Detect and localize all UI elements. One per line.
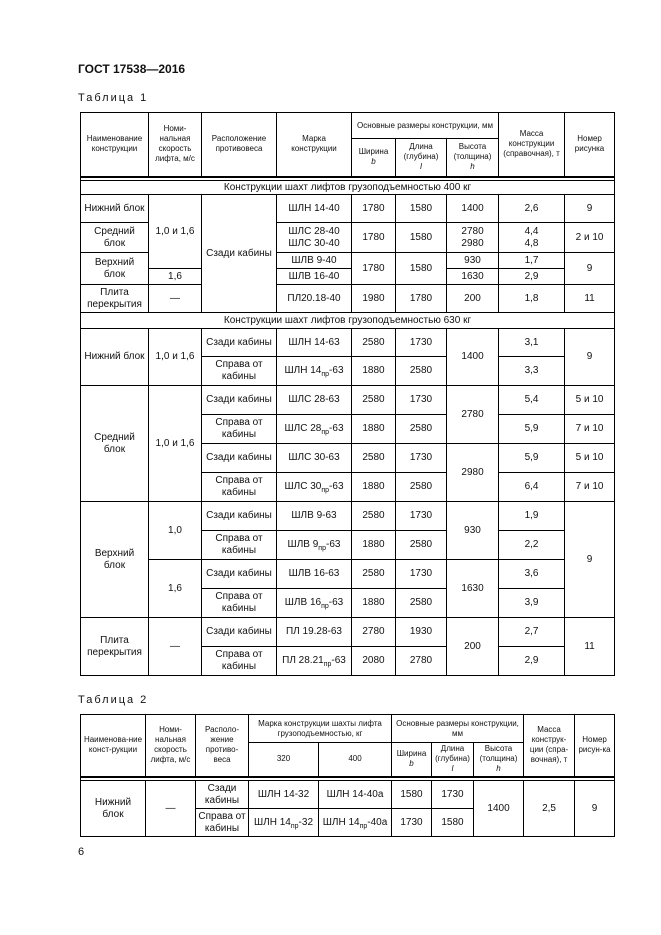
col-header-capacity-320: 320 xyxy=(249,743,319,777)
location-cell: Справа от кабины xyxy=(202,647,277,676)
location-cell: Справа от кабины xyxy=(202,589,277,618)
length-cell: 2580 xyxy=(396,589,447,618)
speed-cell: — xyxy=(149,285,202,313)
width-cell: 1880 xyxy=(352,473,396,502)
speed-cell: 1,0 xyxy=(149,502,202,560)
width-cell: 2580 xyxy=(352,386,396,415)
mark-cell: ШЛС 30-63 xyxy=(277,444,352,473)
figure-cell: 9 xyxy=(575,781,615,837)
mass-cell: 1,8 xyxy=(499,285,565,313)
mark-suffix: -63 xyxy=(329,423,344,434)
mass-cell: 2,9 xyxy=(499,269,565,285)
col-header-mark: Марка конструкции xyxy=(277,113,352,177)
length-cell: 1730 xyxy=(396,502,447,531)
mass-cell: 5,4 xyxy=(499,386,565,415)
mark-text: ШЛН 14 xyxy=(254,816,291,828)
length-label: Длина (глубина) xyxy=(403,142,439,162)
location-cell: Сзади кабины xyxy=(202,386,277,415)
mark-text: ШЛС 28 xyxy=(284,423,322,434)
figure-cell: 9 xyxy=(565,195,615,223)
mark-subscript: пр xyxy=(321,371,330,378)
figure-cell: 7 и 10 xyxy=(565,473,615,502)
location-cell: Справа от кабины xyxy=(202,415,277,444)
mark-cell: ШЛВ 9-40 xyxy=(277,253,352,269)
height-cell: 2980 xyxy=(447,444,499,502)
figure-cell: 9 xyxy=(565,329,615,386)
height-cell xyxy=(447,223,499,253)
mass-cell: 1,9 xyxy=(499,502,565,531)
height-cell: 1400 xyxy=(447,329,499,386)
width-cell: 1780 xyxy=(352,223,396,253)
speed-cell: 1,0 и 1,6 xyxy=(149,386,202,502)
location-cell: Сзади кабины xyxy=(202,560,277,589)
row-name-lower: Нижний блок xyxy=(81,329,149,386)
length-cell: 2580 xyxy=(396,473,447,502)
figure-cell: 11 xyxy=(565,285,615,313)
section-title-630: Конструкции шахт лифтов грузоподъемностью 630 кг xyxy=(81,313,615,329)
width-cell: 1880 xyxy=(352,589,396,618)
col-header-mark: Марка конструкции шахты лифта грузоподъемностью, кг xyxy=(249,715,392,743)
mass-cell: 5,9 xyxy=(499,415,565,444)
figure-cell: 11 xyxy=(565,618,615,676)
row-name-plate: Плита перекрытия xyxy=(81,285,149,313)
mark-cell: ШЛН 14-63 xyxy=(277,329,352,357)
mass-line: 4,8 xyxy=(524,237,539,249)
col-header-height xyxy=(447,139,499,177)
length-cell: 1580 xyxy=(396,253,447,285)
length-cell: 1730 xyxy=(396,386,447,415)
mark-cell: ШЛВ 16-40 xyxy=(277,269,352,285)
mark-320-cell: ШЛН 14-32 xyxy=(249,781,319,809)
height-symbol: h xyxy=(470,162,475,172)
width-cell: 1780 xyxy=(352,195,396,223)
mark-cell xyxy=(277,223,352,253)
mass-cell xyxy=(499,223,565,253)
length-cell: 1730 xyxy=(396,329,447,357)
figure-cell: 2 и 10 xyxy=(565,223,615,253)
mass-cell: 2,6 xyxy=(499,195,565,223)
width-cell: 2580 xyxy=(352,444,396,473)
row-name-upper: Верхний блок xyxy=(81,502,149,618)
length-cell: 2580 xyxy=(396,415,447,444)
mass-line: 4,4 xyxy=(524,225,539,237)
row-name-upper: Верхний блок xyxy=(81,253,149,285)
mark-cell xyxy=(277,357,352,386)
mark-cell xyxy=(277,647,352,676)
speed-cell: — xyxy=(149,618,202,676)
speed-cell: 1,6 xyxy=(149,560,202,618)
figure-cell: 9 xyxy=(565,502,615,618)
location-cell: Справа от кабины xyxy=(196,809,249,837)
length-cell: 1730 xyxy=(396,444,447,473)
row-name-lower: Нижний блок xyxy=(81,781,146,837)
location-cell: Справа от кабины xyxy=(202,531,277,560)
mark-text: ШЛВ 9 xyxy=(287,539,319,550)
speed-cell: — xyxy=(146,781,196,837)
page-number: 6 xyxy=(78,846,85,858)
mark-suffix: -63 xyxy=(328,597,344,608)
width-cell: 2080 xyxy=(352,647,396,676)
mass-cell: 2,9 xyxy=(499,647,565,676)
mark-cell: ШЛВ 16-63 xyxy=(277,560,352,589)
mark-text: ПЛ 28.21 xyxy=(282,655,324,666)
figure-cell: 7 и 10 xyxy=(565,415,615,444)
mark-subscript: пр xyxy=(321,603,329,610)
col-header-speed: Номи-нальная скорость лифта, м/с xyxy=(146,715,196,777)
location-cell: Сзади кабины xyxy=(202,195,277,313)
speed-cell: 1,0 и 1,6 xyxy=(149,329,202,386)
mark-cell xyxy=(277,415,352,444)
row-name-plate: Плита перекрытия xyxy=(81,618,149,676)
width-cell: 2780 xyxy=(352,618,396,647)
height-symbol: h xyxy=(496,764,501,774)
length-cell: 2580 xyxy=(396,531,447,560)
mark-suffix: -63 xyxy=(329,365,344,376)
length-cell: 2780 xyxy=(396,647,447,676)
mass-cell: 1,7 xyxy=(499,253,565,269)
figure-cell: 9 xyxy=(565,253,615,285)
location-cell: Справа от кабины xyxy=(202,473,277,502)
mark-subscript: пр xyxy=(290,822,299,830)
width-label: Ширина xyxy=(396,749,427,759)
col-header-width xyxy=(392,743,432,777)
width-cell: 2580 xyxy=(352,560,396,589)
length-cell: 1580 xyxy=(396,223,447,253)
length-cell: 1730 xyxy=(396,560,447,589)
mark-suffix: -63 xyxy=(329,481,344,492)
row-name-middle: Средний блок xyxy=(81,223,149,253)
speed-cell: 1,0 и 1,6 xyxy=(149,195,202,269)
height-label: Высота (толщина) xyxy=(479,744,518,764)
mark-suffix: -40а xyxy=(367,816,388,828)
mark-cell: ШЛВ 9-63 xyxy=(277,502,352,531)
location-cell: Сзади кабины xyxy=(202,502,277,531)
mark-cell: ПЛ 19.28-63 xyxy=(277,618,352,647)
height-cell: 1400 xyxy=(474,781,524,837)
height-line: 2780 xyxy=(461,225,484,237)
length-symbol: l xyxy=(420,162,422,172)
mark-cell: ПЛ20.18-40 xyxy=(277,285,352,313)
col-header-figure: Номер рисунка xyxy=(565,113,615,177)
height-cell: 930 xyxy=(447,253,499,269)
mark-subscript: пр xyxy=(318,545,326,552)
col-header-name: Наименование конструкции xyxy=(81,113,149,177)
width-cell: 2580 xyxy=(352,502,396,531)
col-header-height xyxy=(474,743,524,777)
mark-400-cell xyxy=(319,809,392,837)
mark-cell: ШЛН 14-40 xyxy=(277,195,352,223)
height-cell: 200 xyxy=(447,618,499,676)
width-cell: 1580 xyxy=(392,781,432,809)
mark-subscript: пр xyxy=(321,487,330,494)
length-cell: 2580 xyxy=(396,357,447,386)
width-cell: 1880 xyxy=(352,357,396,386)
mark-text: ШЛН 14 xyxy=(284,365,322,376)
mass-cell: 2,5 xyxy=(524,781,575,837)
col-header-location: Расположение противовеса xyxy=(202,113,277,177)
mass-cell: 2,2 xyxy=(499,531,565,560)
height-cell: 2780 xyxy=(447,386,499,444)
width-cell: 1880 xyxy=(352,415,396,444)
length-cell: 1780 xyxy=(396,285,447,313)
section-title-400: Конструкции шахт лифтов грузоподъемностью 400 кг xyxy=(81,181,615,195)
location-cell: Сзади кабины xyxy=(202,329,277,357)
width-symbol: b xyxy=(409,759,414,769)
col-header-capacity-400: 400 xyxy=(319,743,392,777)
height-cell: 930 xyxy=(447,502,499,560)
height-cell: 200 xyxy=(447,285,499,313)
mass-cell: 3,3 xyxy=(499,357,565,386)
mass-cell: 3,1 xyxy=(499,329,565,357)
figure-cell: 5 и 10 xyxy=(565,386,615,415)
mark-320-cell xyxy=(249,809,319,837)
mass-cell: 6,4 xyxy=(499,473,565,502)
mark-subscript: пр xyxy=(321,429,330,436)
mark-line: ШЛС 30-40 xyxy=(288,237,340,249)
mark-subscript: пр xyxy=(323,661,332,668)
mark-cell xyxy=(277,531,352,560)
location-cell: Справа от кабины xyxy=(202,357,277,386)
mark-cell xyxy=(277,473,352,502)
width-cell: 1780 xyxy=(352,253,396,285)
location-cell: Сзади кабины xyxy=(196,781,249,809)
document-id: ГОСТ 17538—2016 xyxy=(78,62,186,76)
col-header-width xyxy=(352,139,396,177)
width-symbol: b xyxy=(371,157,376,167)
width-cell: 1730 xyxy=(392,809,432,837)
table2 xyxy=(80,714,615,837)
mark-text: ШЛВ 16 xyxy=(284,597,322,608)
table1 xyxy=(80,112,615,676)
width-cell: 2580 xyxy=(352,329,396,357)
col-header-length xyxy=(432,743,474,777)
mark-text: ШЛН 14 xyxy=(322,816,360,828)
col-header-name: Наименова-ние конст-рукции xyxy=(81,715,146,777)
row-name-middle: Средний блок xyxy=(81,386,149,502)
mark-suffix: -32 xyxy=(298,816,313,828)
mass-cell: 3,6 xyxy=(499,560,565,589)
col-header-location: Располо-жение противо-веса xyxy=(196,715,249,777)
height-label: Высота (толщина) xyxy=(453,142,492,162)
length-cell: 1730 xyxy=(432,781,474,809)
mass-cell: 3,9 xyxy=(499,589,565,618)
mark-suffix: -63 xyxy=(325,539,341,550)
height-line: 2980 xyxy=(461,237,484,249)
figure-cell: 5 и 10 xyxy=(565,444,615,473)
col-header-length xyxy=(396,139,447,177)
mark-cell xyxy=(277,589,352,618)
length-cell: 1580 xyxy=(396,195,447,223)
length-cell: 1580 xyxy=(432,809,474,837)
width-label: Ширина xyxy=(358,147,389,157)
length-symbol: l xyxy=(451,764,454,774)
mark-line: ШЛС 28-40 xyxy=(288,225,340,237)
mass-cell: 5,9 xyxy=(499,444,565,473)
length-cell: 1930 xyxy=(396,618,447,647)
col-header-mass: Масса конструк-ции (спра-вочная), т xyxy=(524,715,575,777)
height-cell: 1630 xyxy=(447,560,499,618)
mark-cell: ШЛС 28-63 xyxy=(277,386,352,415)
table2-caption: Таблица 2 xyxy=(78,694,149,706)
height-cell: 1630 xyxy=(447,269,499,285)
width-cell: 1980 xyxy=(352,285,396,313)
location-cell: Сзади кабины xyxy=(202,618,277,647)
mark-subscript: пр xyxy=(359,822,368,830)
mass-cell: 2,7 xyxy=(499,618,565,647)
col-header-dims: Основные размеры конструкции, мм xyxy=(352,113,499,139)
mark-text: ШЛС 30 xyxy=(284,481,322,492)
location-cell: Сзади кабины xyxy=(202,444,277,473)
col-header-dims: Основные размеры конструкции, мм xyxy=(392,715,524,743)
length-label: Длина (глубина) xyxy=(435,744,470,764)
height-cell: 1400 xyxy=(447,195,499,223)
width-cell: 1880 xyxy=(352,531,396,560)
col-header-figure: Номер рисун-ка xyxy=(575,715,615,777)
col-header-speed: Номи-нальная скорость лифта, м/с xyxy=(149,113,202,177)
mark-400-cell: ШЛН 14-40а xyxy=(319,781,392,809)
speed-cell: 1,6 xyxy=(149,269,202,285)
row-name-lower: Нижний блок xyxy=(81,195,149,223)
mark-suffix: -63 xyxy=(331,655,346,666)
table1-caption: Таблица 1 xyxy=(78,92,149,104)
col-header-mass: Масса конструкции (справочная), т xyxy=(499,113,565,177)
